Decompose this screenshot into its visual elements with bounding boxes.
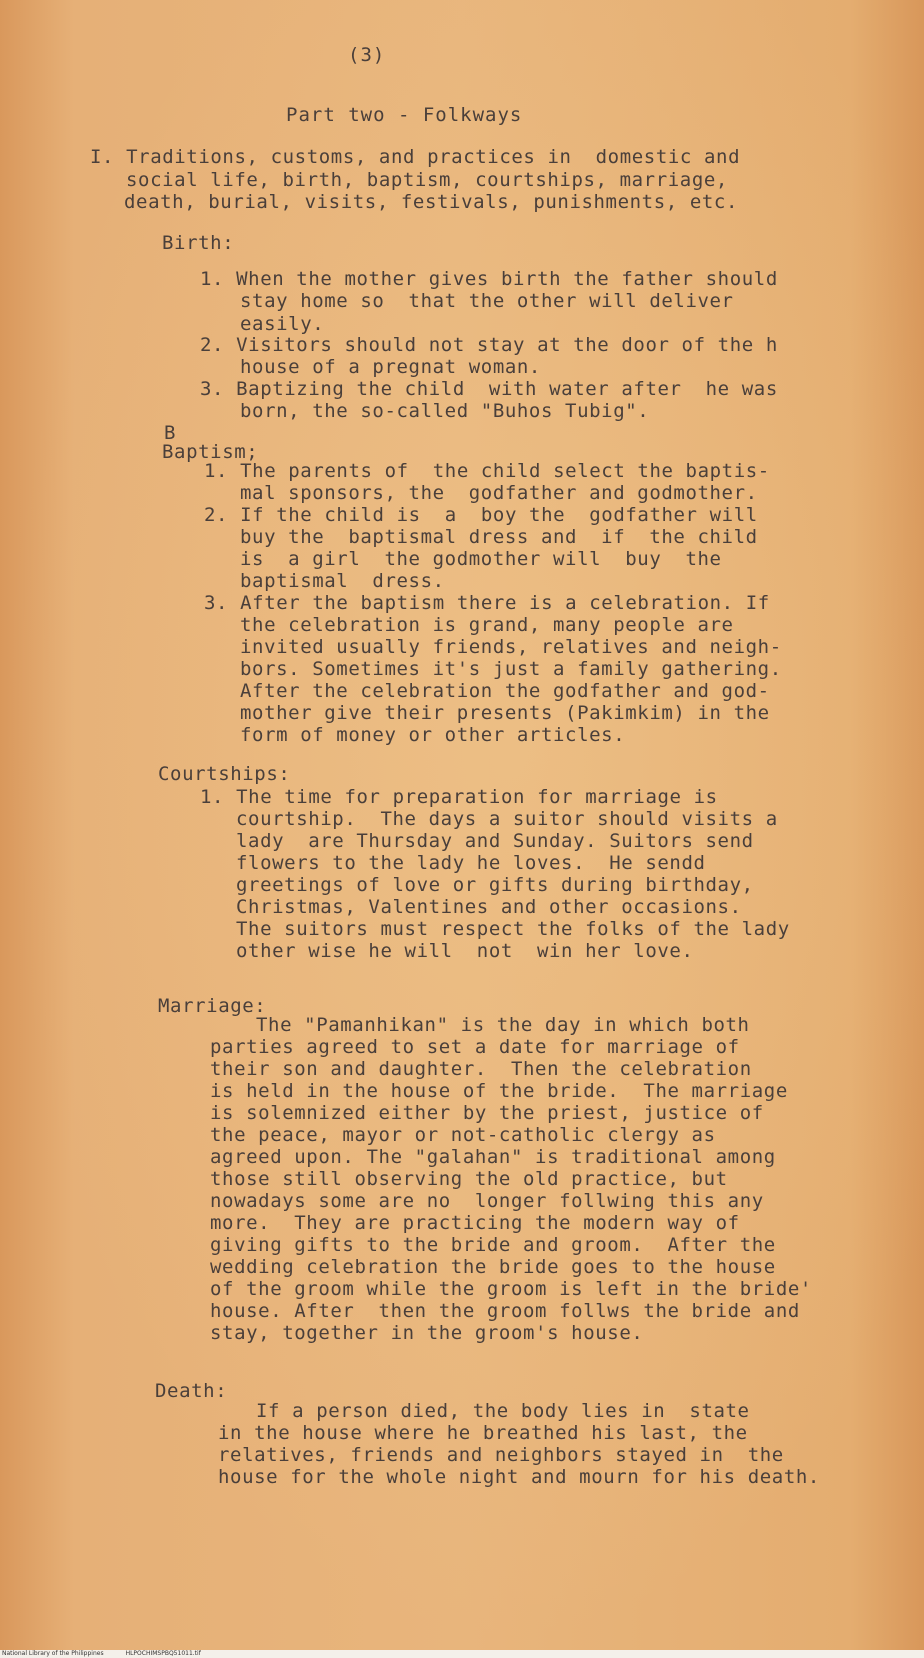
- page-number: (3): [348, 44, 386, 66]
- section-heading-birth: Birth:: [162, 232, 235, 254]
- section-heading-courtships: Courtships:: [158, 763, 291, 785]
- section-heading-baptism: Baptism;: [162, 441, 259, 463]
- courtships-line: courtship. The days a suitor should visits a: [236, 808, 778, 830]
- marriage-line: their son and daughter. Then the celebration: [210, 1058, 752, 1080]
- courtships-line: flowers to the lady he loves. He sendd: [236, 852, 706, 874]
- baptism-line: form of money or other articles.: [240, 724, 626, 746]
- birth-line: 2. Visitors should not stay at the door of the h: [200, 334, 778, 356]
- death-line: house for the whole night and mourn for his death.: [218, 1466, 820, 1488]
- baptism-line: baptismal dress.: [240, 570, 445, 592]
- marriage-line: giving gifts to the bride and groom. After the: [210, 1234, 776, 1256]
- marriage-line: The "Pamanhikan" is the day in which both: [256, 1014, 750, 1036]
- courtships-line: greetings of love or gifts during birthday,: [236, 874, 754, 896]
- courtships-line: Christmas, Valentines and other occasions.: [236, 896, 742, 918]
- baptism-line: invited usually friends, relatives and neigh-: [240, 636, 782, 658]
- birth-line: 1. When the mother gives birth the father should: [200, 268, 778, 290]
- marriage-line: house. After then the groom follws the bride and: [210, 1300, 800, 1322]
- section-heading-death: Death:: [155, 1380, 228, 1402]
- baptism-line: bors. Sometimes it's just a family gathering.: [240, 658, 782, 680]
- intro-line: social life, birth, baptism, courtships, marriage,: [126, 169, 728, 191]
- part-title: Part two - Folkways: [286, 104, 523, 126]
- baptism-line: 3. After the baptism there is a celebration. If: [204, 592, 770, 614]
- marriage-line: those still observing the old practice, but: [210, 1168, 728, 1190]
- courtships-line: lady are Thursday and Sunday. Suitors send: [236, 830, 754, 852]
- marriage-line: nowadays some are no longer follwing this any: [210, 1190, 764, 1212]
- baptism-line: After the celebration the godfather and god-: [240, 680, 770, 702]
- footer-library: National Library of the Philippines: [2, 1650, 104, 1657]
- intro-line: I. Traditions, customs, and practices in domestic and: [90, 146, 741, 168]
- birth-line: stay home so that the other will deliver: [240, 290, 734, 312]
- birth-line: house of a pregnat woman.: [240, 356, 541, 378]
- marriage-line: is held in the house of the bride. The marriage: [210, 1080, 788, 1102]
- margin-mark: B: [164, 422, 177, 444]
- baptism-line: 1. The parents of the child select the baptis-: [204, 460, 770, 482]
- baptism-line: mal sponsors, the godfather and godmother.: [240, 482, 758, 504]
- birth-line: 3. Baptizing the child with water after he was: [200, 378, 778, 400]
- baptism-line: mother give their presents (Pakimkim) in the: [240, 702, 770, 724]
- baptism-line: is a girl the godmother will buy the: [240, 548, 722, 570]
- death-line: in the house where he breathed his last, the: [218, 1422, 748, 1444]
- birth-line: easily.: [240, 313, 325, 335]
- courtships-line: 1. The time for preparation for marriage is: [200, 786, 718, 808]
- marriage-line: more. They are practicing the modern way of: [210, 1212, 740, 1234]
- death-line: If a person died, the body lies in state: [256, 1400, 750, 1422]
- footer-filename: HLPOCHIMSPBQ51011.tif: [125, 1650, 201, 1657]
- marriage-line: is solemnized either by the priest, justice of: [210, 1102, 764, 1124]
- section-heading-marriage: Marriage:: [158, 995, 267, 1017]
- scan-footer: [0, 1650, 924, 1658]
- marriage-line: agreed upon. The "galahan" is traditional among: [210, 1146, 776, 1168]
- marriage-line: stay, together in the groom's house.: [210, 1322, 644, 1344]
- baptism-line: 2. If the child is a boy the godfather will: [204, 504, 758, 526]
- courtships-line: The suitors must respect the folks of the lady: [236, 918, 790, 940]
- marriage-line: the peace, mayor or not-catholic clergy as: [210, 1124, 716, 1146]
- marriage-line: of the groom while the groom is left in the bride': [210, 1278, 812, 1300]
- death-line: relatives, friends and neighbors stayed in the: [218, 1444, 784, 1466]
- baptism-line: buy the baptismal dress and if the child: [240, 526, 758, 548]
- courtships-line: other wise he will not win her love.: [236, 940, 694, 962]
- birth-line: born, the so-called "Buhos Tubig".: [240, 400, 650, 422]
- baptism-line: the celebration is grand, many people are: [240, 614, 734, 636]
- intro-line: death, burial, visits, festivals, punishments, etc.: [124, 191, 738, 213]
- marriage-line: parties agreed to set a date for marriage of: [210, 1036, 740, 1058]
- marriage-line: wedding celebration the bride goes to the house: [210, 1256, 776, 1278]
